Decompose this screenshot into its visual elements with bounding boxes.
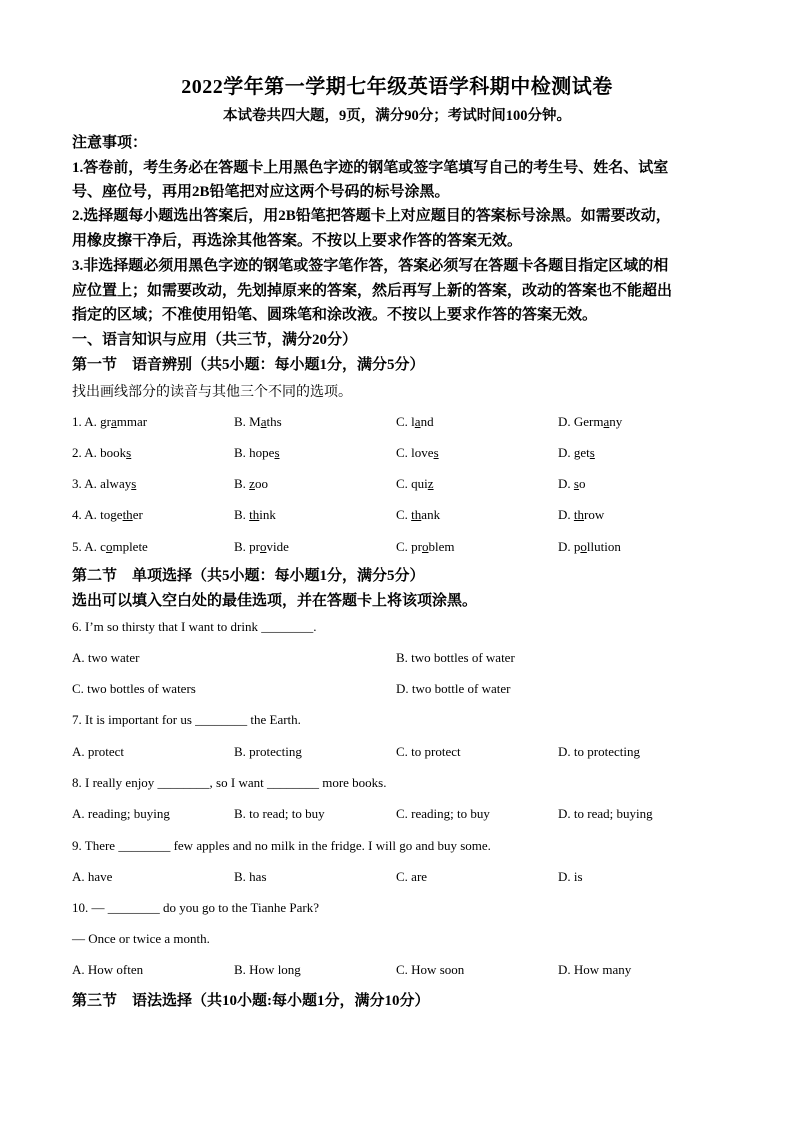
option-text: mmar [116,414,148,429]
phonetic-option-c [396,507,440,523]
option-text: vide [266,539,289,554]
option-text: C. qui [396,476,428,491]
option-text: C. l [396,414,415,429]
underlined-sound: th [249,507,260,522]
section2-heading: 第二节 单项选择（共5小题：每小题1分，满分5分） [72,568,425,584]
section1-heading: 第一节 语音辨别（共5小题：每小题1分，满分5分） [72,357,425,373]
option-text: er [132,507,143,522]
phonetic-option-d [558,476,585,492]
option-b: B. has [234,869,267,884]
option-b: B. to read; to buy [234,806,325,821]
option-text: o [578,476,586,491]
phonetic-option-d [558,539,621,555]
underlined-sound: s [573,476,579,491]
underlined-sound: a [260,414,267,429]
phonetic-option-b [234,445,280,461]
option-text: D. Germ [558,414,604,429]
option-text: 1. A. gr [72,414,111,429]
phonetic-option-c [396,539,455,555]
question-stem: 8. I really enjoy ________, so I want ________ more books. [72,775,387,790]
underlined-sound: z [249,476,255,491]
note-line: 1.答卷前，考生务必在答题卡上用黑色字迹的钢笔或签字笔填写自己的考生号、姓名、试室 [72,160,669,176]
section1-instruction: 找出画线部分的读音与其他三个不同的选项。 [72,385,352,400]
option-c: C. are [396,869,428,884]
phonetic-option-a [72,414,147,430]
option-text: C. [396,507,412,522]
underlined-sound: a [603,414,610,429]
underlined-sound: s [274,445,280,460]
underlined-sound: a [111,414,117,429]
option-text: 2. A. book [72,445,127,460]
page-subtitle: 本试卷共四大题，9页，满分90分；考试时间100分钟。 [223,108,571,124]
underlined-sound: o [105,539,113,554]
underlined-sound: o [580,539,587,554]
option-text: D. get [558,445,590,460]
note-line: 号、座位号，再用2B铅笔把对应这两个号码的标号涂黑。 [72,184,450,200]
question-stem: 10. — ________ do you go to the Tianhe Park? [72,900,319,915]
option-text: ank [421,507,441,522]
phonetic-option-c [396,414,434,430]
underlined-sound: th [573,507,585,522]
phonetic-option-c [396,445,439,461]
section2-instruction: 选出可以填入空白处的最佳选项，并在答题卡上将该项涂黑。 [72,593,478,609]
underlined-sound: o [260,539,267,554]
phonetic-option-d [558,507,604,523]
option-text: B. hope [234,445,275,460]
option-c: C. How soon [396,962,465,977]
option-a: A. protect [72,744,124,759]
option-text: llution [586,539,621,554]
underlined-sound: s [433,445,439,460]
option-text: nd [420,414,434,429]
phonetic-option-c [396,476,434,492]
option-text: ny [609,414,623,429]
underlined-sound: th [411,507,422,522]
underlined-sound: z [427,476,434,491]
page-title: 2022学年第一学期七年级英语学科期中检测试卷 [181,76,613,98]
option-d: D. to read; buying [558,806,653,821]
option-a: A. How often [72,962,144,977]
option-text: row [584,507,605,522]
option-text: D. [558,507,574,522]
question-stem: 6. I’m so thirsty that I want to drink ________. [72,619,317,634]
option-d: D. How many [558,962,632,977]
phonetic-option-d [558,414,622,430]
phonetic-option-b [234,414,282,430]
option-b: B. two bottles of water [396,650,515,665]
underlined-sound: s [126,445,132,460]
option-text: mplete [112,539,148,554]
underlined-sound: th [122,507,133,522]
underlined-sound: s [131,476,137,491]
option-c: C. reading; to buy [396,806,490,821]
option-text: B. M [234,414,261,429]
option-b: B. protecting [234,744,302,759]
option-text: D. p [558,539,581,554]
option-a: A. two water [72,650,140,665]
note-line: 指定的区域；不准使用铅笔、圆珠笔和涂改液。不按以上要求作答的答案无效。 [72,307,598,323]
underlined-sound: a [414,414,421,429]
phonetic-option-b [234,507,276,523]
option-text: blem [428,539,455,554]
phonetic-option-a [72,445,131,461]
phonetic-option-a [72,539,148,555]
note-line: 应位置上；如需要改动，先划掉原来的答案，然后再写上新的答案，改动的答案也不能超出 [72,283,673,299]
option-d: D. two bottle of water [396,681,511,696]
phonetic-option-b [234,476,268,492]
option-text: C. pr [396,539,422,554]
option-text: 3. A. alway [72,476,132,491]
underlined-sound: s [589,445,595,460]
question-stem: 9. There ________ few apples and no milk in the fridge. I will go and buy some. [72,838,491,853]
option-text: oo [254,476,268,491]
option-text: B. [234,507,250,522]
phonetic-option-b [234,539,289,555]
section3-heading: 第三节 语法选择（共10小题:每小题1分，满分10分） [72,993,430,1009]
underlined-sound: o [422,539,429,554]
option-c: C. to protect [396,744,461,759]
option-text: B. [234,476,250,491]
question-reply: — Once or twice a month. [72,931,210,946]
option-d: D. to protecting [558,744,640,759]
phonetic-option-a [72,507,143,523]
option-text: C. love [396,445,434,460]
part1-heading: 一、语言知识与应用（共三节，满分20分） [72,332,358,348]
option-a: A. reading; buying [72,806,170,821]
option-a: A. have [72,869,113,884]
phonetic-option-d [558,445,595,461]
option-text: 5. A. c [72,539,106,554]
note-line: 用橡皮擦干净后，再选涂其他答案。不按以上要求作答的答案无效。 [72,233,523,249]
option-text: ink [259,507,276,522]
option-b: B. How long [234,962,301,977]
option-text: 4. A. toge [72,507,123,522]
option-c: C. two bottles of waters [72,681,196,696]
question-stem: 7. It is important for us ________ the Earth. [72,712,301,727]
option-text: ths [266,414,282,429]
notes-heading: 注意事项： [72,135,148,151]
note-line: 2.选择题每小题选出答案后，用2B铅笔把答题卡上对应题目的答案标号涂黑。如需要改动， [72,208,671,224]
phonetic-option-a [72,476,136,492]
option-d: D. is [558,869,583,884]
option-text: B. pr [234,539,260,554]
option-text: D. [558,476,574,491]
note-line: 3.非选择题必须用黑色字迹的钢笔或签字笔作答，答案必须写在答题卡各题目指定区域的相 [72,258,669,274]
